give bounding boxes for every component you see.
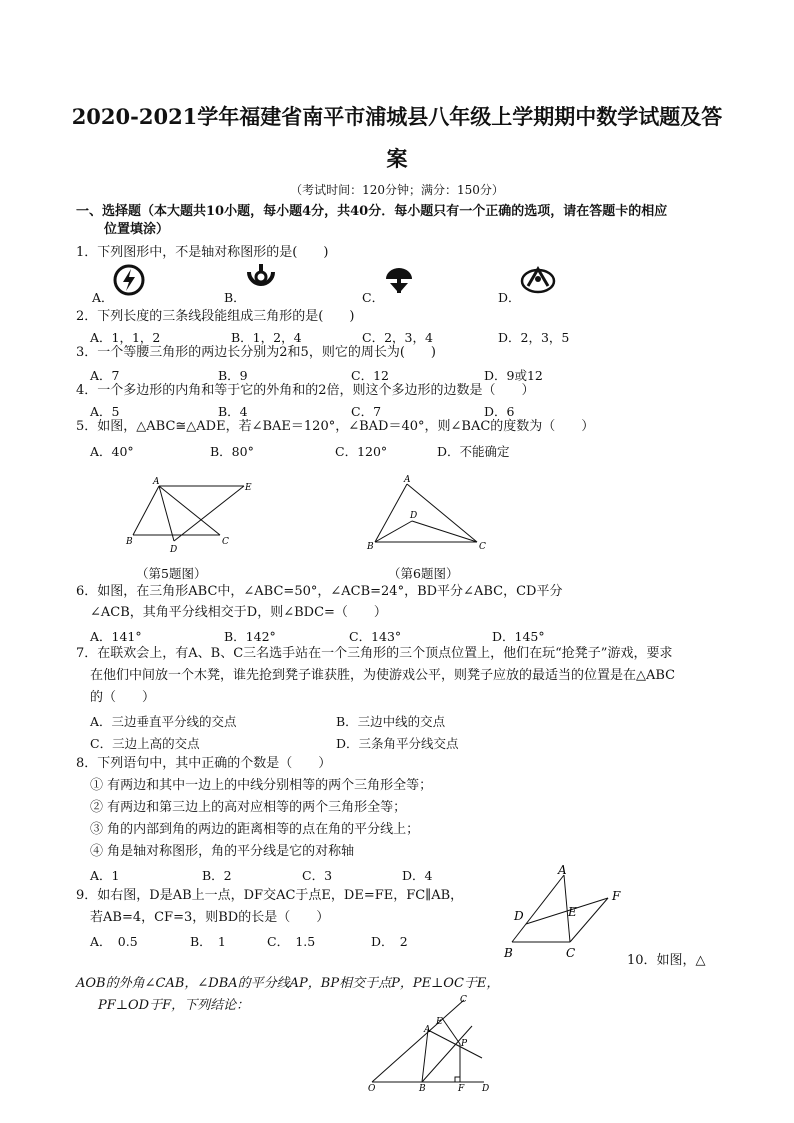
figure-10 [364,994,504,1094]
fig10-label-e: E [436,1017,443,1027]
q1-option-a: A． [92,290,114,305]
q9-option-c: C． 1.5 [267,934,316,949]
lightning-logo-icon [112,263,146,297]
q4-option-d: D．6 [484,404,515,419]
q10-stem-line-2: PF⊥OD于F，下列结论： [98,998,250,1013]
fig5-label-e: E [245,483,252,493]
fig5-label-d: D [170,545,178,555]
q3-stem: 3．一个等腰三角形的两边长分别为2和5，则它的周长为( ) [76,345,436,360]
q7-stem-line-3: 的（ ） [90,690,156,705]
q7-option-a: A．三边垂直平分线的交点 [90,714,237,729]
figure-9 [498,862,634,960]
fig6-label-c: C [479,542,486,552]
q2-option-b: B．1，2，4 [231,330,302,345]
fig5-label-b: B [126,537,133,547]
fig9-label-f: F [612,889,621,903]
fig6-label-d: D [410,511,418,521]
q5-option-c: C．120° [335,444,388,459]
arch-logo-icon [519,266,557,296]
q9-option-b: B． 1 [190,934,226,949]
q5-stem: 5．如图，△ABC≅△ADE，若∠BAE＝120°，∠BAD＝40°，则∠BAC的度数为（ ） [76,419,595,434]
q1-option-b: B． [224,290,246,305]
section-heading-line-2: 位置填涂） [104,222,170,237]
q6-option-a: A．141° [90,629,142,644]
section-heading-line-1: 一、选择题（本大题共10小题，每小题4分，共40分．每小题只有一个正确的选项，请在答题卡的相应 [76,204,668,219]
q4-option-a: A．5 [90,404,120,419]
fig10-label-c: C [460,995,467,1005]
fig9-label-d: D [514,909,524,923]
q8-statement-1: ① 有两边和其中一边上的中线分别相等的两个三角形全等； [90,778,433,793]
fig10-label-a: A [424,1025,431,1035]
q1-stem: 1．下列图形中，不是轴对称图形的是( ) [76,245,329,260]
fig10-label-o: O [368,1084,376,1094]
fig9-label-a: A [558,863,567,877]
q10-head: 10．如图，△ [627,953,706,968]
fig9-label-b: B [504,946,513,960]
fig9-label-e: E [568,905,577,919]
q8-option-b: B．2 [202,868,232,883]
fig5-caption: （第5题图） [136,566,207,581]
fig6-label-b: B [367,542,374,552]
q4-option-c: C．7 [351,404,382,419]
fig5-label-c: C [222,537,229,547]
q9-stem-line-2: 若AB=4，CF=3，则BD的长是（ ） [90,910,330,925]
q10-stem-line-1: AOB的外角∠CAB，∠DBA的平分线AP，BP相交于点P，PE⊥OC于E， [76,976,500,991]
q1-option-c: C． [362,290,385,305]
q6-option-b: B．142° [224,629,276,644]
q1-option-d: D． [498,290,521,305]
q8-statement-3: ③ 角的内部到角的两边的距离相等的点在角的平分线上； [90,822,420,837]
q9-option-d: D． 2 [371,934,408,949]
fig6-label-a: A [404,475,411,485]
q2-option-d: D．2，3，5 [498,330,570,345]
exam-info: （考试时间：120分钟；满分：150分） [290,183,504,197]
title-line-2: 案 [386,146,408,171]
q3-option-d: D．9或12 [484,368,543,383]
q7-option-c: C．三边上高的交点 [90,736,200,751]
q7-stem-line-1: 7．在联欢会上，有A、B、C三名选手站在一个三角形的三个顶点位置上，他们在玩“抢凳子”游戏，要求 [76,646,673,661]
umbrella-logo-icon [384,267,414,295]
q4-stem: 4．一个多边形的内角和等于它的外角和的2倍，则这个多边形的边数是（ ） [76,383,535,398]
q3-option-b: B．9 [218,368,248,383]
q7-option-d: D．三条角平分线交点 [336,736,459,751]
fig10-label-p: P [461,1039,468,1049]
q2-option-c: C．2，3，4 [362,330,433,345]
q8-statement-2: ② 有两边和第三边上的高对应相等的两个三角形全等； [90,800,407,815]
q6-stem-line-2: ∠ACB，其角平分线相交于D，则∠BDC=（ ） [90,605,387,620]
fig5-label-a: A [153,477,160,487]
q7-stem-line-2: 在他们中间放一个木凳，谁先抢到凳子谁获胜，为使游戏公平，则凳子应放的最适当的位置是在△ABC [90,668,676,683]
fig9-label-c: C [566,946,576,960]
figure-6 [362,474,492,554]
q5-option-d: D．不能确定 [437,444,510,459]
q3-option-c: C．12 [351,368,389,383]
q8-option-a: A．1 [90,868,120,883]
q6-stem-line-1: 6．如图，在三角形ABC中，∠ABC=50°，∠ACB=24°，BD平分∠ABC，CD平分 [76,584,563,599]
q5-option-a: A．40° [90,444,134,459]
q6-option-d: D．145° [492,629,545,644]
q8-option-c: C．3 [302,868,333,883]
figure-5 [120,474,270,556]
q2-stem: 2．下列长度的三条线段能组成三角形的是( ) [76,309,355,324]
title-line-1: 2020-2021学年福建省南平市浦城县八年级上学期期中数学试题及答 [71,104,723,129]
fig10-label-b: B [419,1084,426,1094]
fig6-caption: （第6题图） [388,566,459,581]
q3-option-a: A．7 [90,368,120,383]
q5-option-b: B．80° [210,444,254,459]
fig10-label-f: F [458,1084,465,1094]
fig10-label-d: D [482,1084,490,1094]
q9-option-a: A． 0.5 [90,934,138,949]
q4-option-b: B．4 [218,404,248,419]
q8-option-d: D．4 [402,868,433,883]
q8-statement-4: ④ 角是轴对称图形，角的平分线是它的对称轴 [90,844,355,859]
ring-logo-icon [243,262,279,296]
q6-option-c: C．143° [349,629,402,644]
q7-option-b: B．三边中线的交点 [336,714,446,729]
q8-stem: 8．下列语句中，其中正确的个数是（ ） [76,756,332,771]
q2-option-a: A．1，1，2 [90,330,161,345]
q9-stem-line-1: 9．如右图，D是AB上一点，DF交AC于点E，DE=FE，FC∥AB， [76,888,464,903]
